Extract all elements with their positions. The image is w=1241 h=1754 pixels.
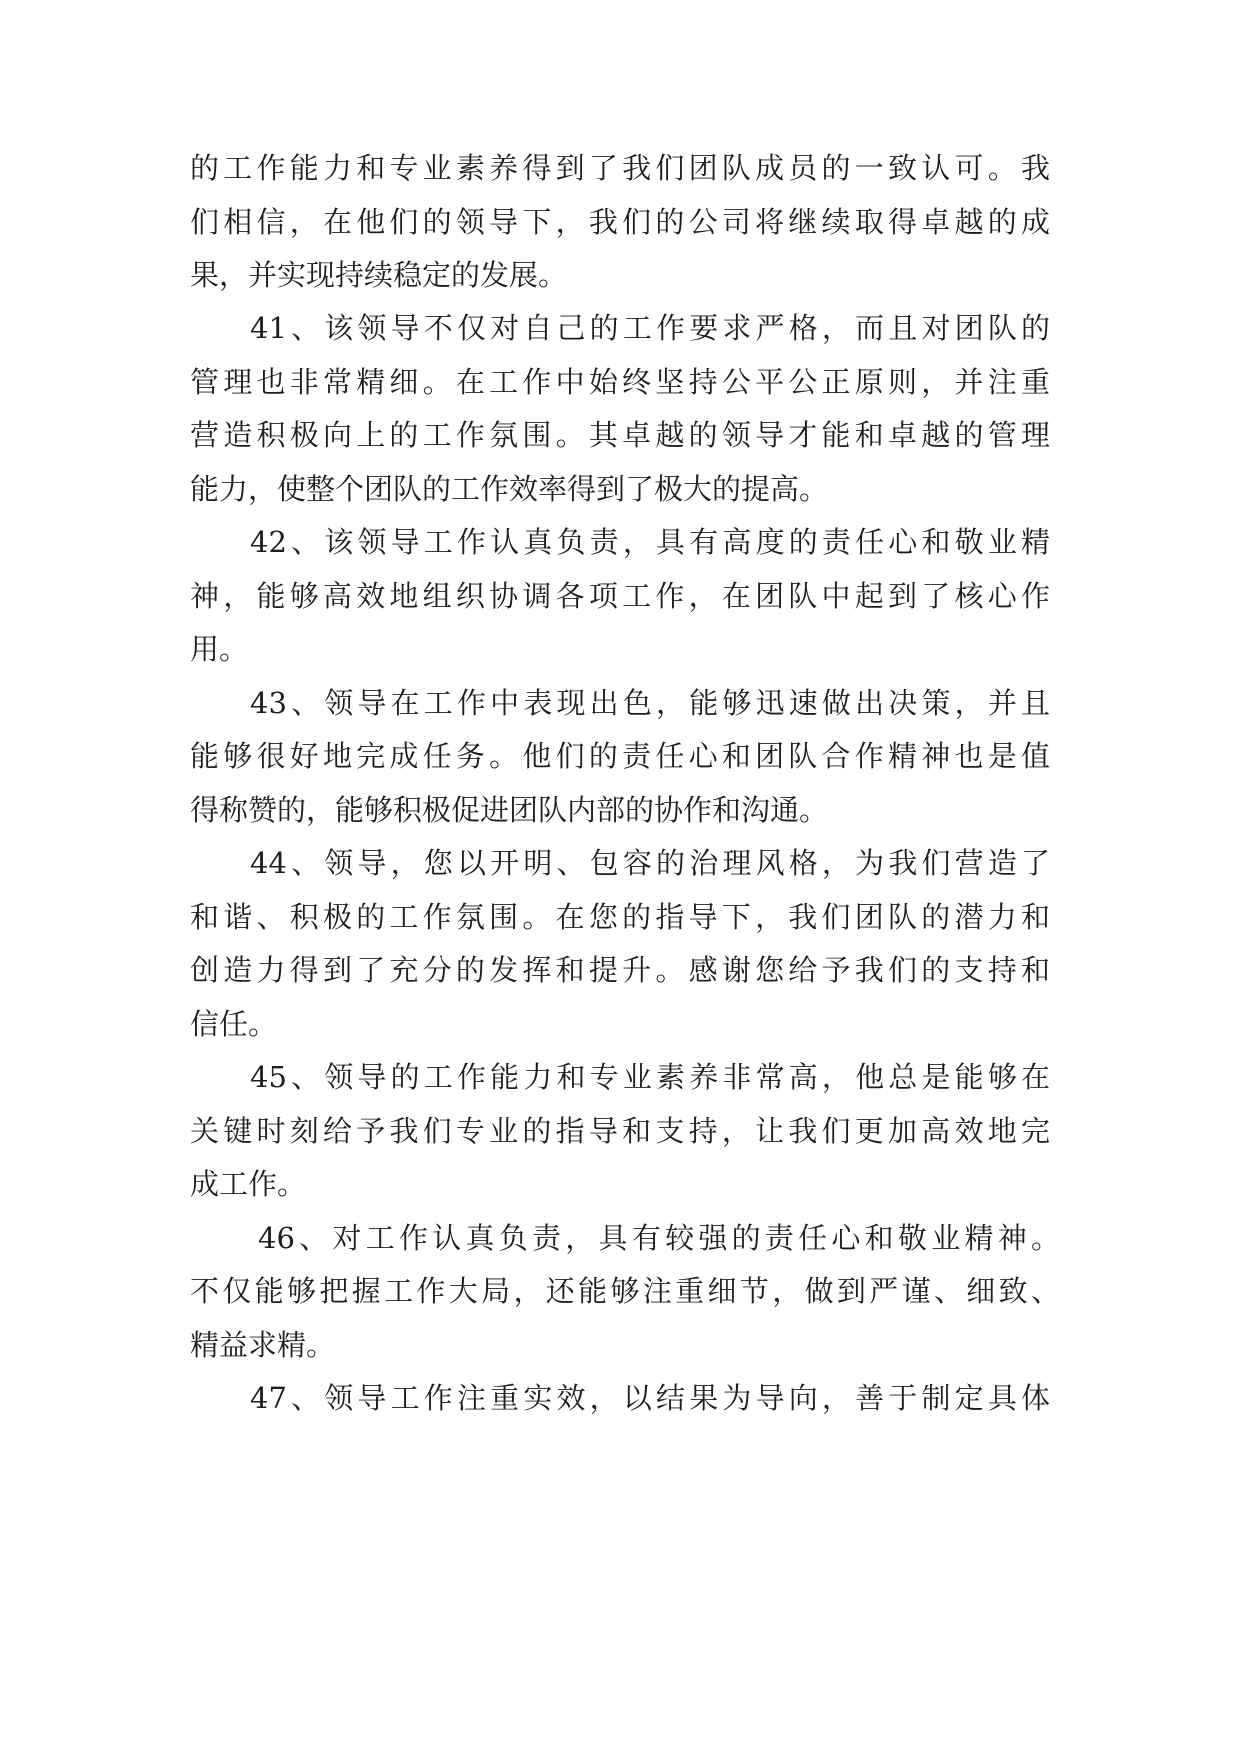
paragraph-line: 不仅能够把握工作大局，还能够注重细节，做到严谨、细致、 — [190, 1274, 1060, 1308]
paragraph-line: 们相信，在他们的领导下，我们的公司将继续取得卓越的成 — [190, 205, 1050, 239]
paragraph-line: 47、领导工作注重实效，以结果为导向，善于制定具体 — [250, 1381, 1050, 1415]
paragraph-line: 能够很好地完成任务。他们的责任心和团队合作精神也是值 — [190, 739, 1050, 773]
paragraph-line: 46、对工作认真负责，具有较强的责任心和敬业精神。 — [258, 1221, 1060, 1255]
paragraph-line: 能力，使整个团队的工作效率得到了极大的提高。 — [190, 472, 829, 506]
paragraph-line: 精益求精。 — [190, 1328, 336, 1362]
paragraph-line: 的工作能力和专业素养得到了我们团队成员的一致认可。我 — [190, 151, 1050, 185]
paragraph-line: 用。 — [190, 632, 249, 666]
paragraph-line: 43、领导在工作中表现出色，能够迅速做出决策，并且 — [250, 686, 1050, 720]
paragraph-line: 41、该领导不仅对自己的工作要求严格，而且对团队的 — [250, 311, 1050, 345]
paragraph-line: 和谐、积极的工作氛围。在您的指导下，我们团队的潜力和 — [190, 900, 1050, 934]
paragraph-line: 45、领导的工作能力和专业素养非常高，他总是能够在 — [250, 1060, 1050, 1094]
paragraph-line: 44、领导，您以开明、包容的治理风格，为我们营造了 — [250, 846, 1050, 880]
paragraph-line: 果，并实现持续稳定的发展。 — [190, 258, 568, 292]
paragraph-line: 管理也非常精细。在工作中始终坚持公平公正原则，并注重 — [190, 365, 1050, 399]
paragraph-line: 神，能够高效地组织协调各项工作，在团队中起到了核心作 — [190, 579, 1050, 613]
paragraph-line: 关键时刻给予我们专业的指导和支持，让我们更加高效地完 — [190, 1114, 1050, 1148]
paragraph-line: 营造积极向上的工作氛围。其卓越的领导才能和卓越的管理 — [190, 418, 1050, 452]
paragraph-line: 创造力得到了充分的发挥和提升。感谢您给予我们的支持和 — [190, 953, 1050, 987]
paragraph-line: 42、该领导工作认真负责，具有高度的责任心和敬业精 — [250, 525, 1050, 559]
paragraph-line: 成工作。 — [190, 1167, 307, 1201]
paragraph-line: 信任。 — [190, 1007, 278, 1041]
paragraph-line: 得称赞的，能够积极促进团队内部的协作和沟通。 — [190, 793, 829, 827]
